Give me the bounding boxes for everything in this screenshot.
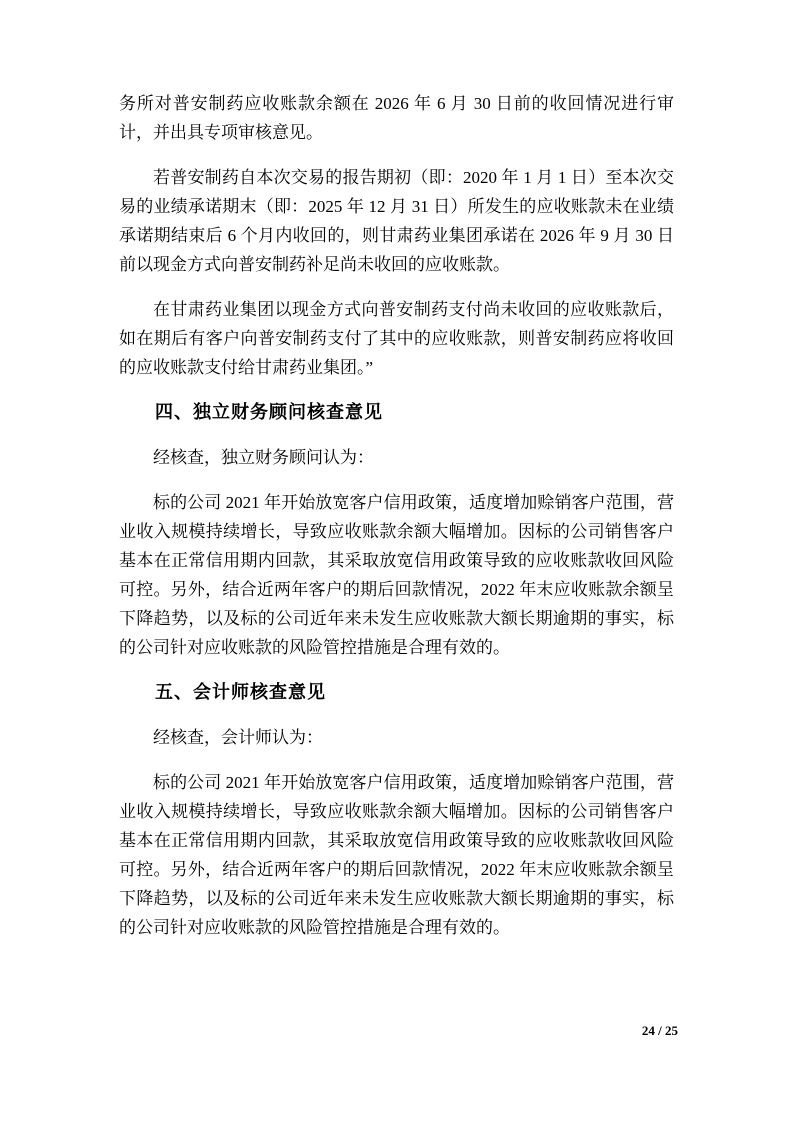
page-number: 24 / 25: [641, 1023, 678, 1038]
paragraph-continued-audit: 务所对普安制药应收账款余额在 2026 年 6 月 30 日前的收回情况进行审计，并出具专项审核意见。: [119, 94, 674, 142]
section-heading-accountant: 五、会计师核查意见: [155, 682, 326, 702]
paragraph-advisor-intro: 经核查，独立财务顾问认为：: [153, 448, 374, 467]
page-footer: [642, 1022, 678, 1040]
paragraph-advisor-opinion: 标的公司 2021 年开始放宽客户信用政策，适度增加赊销客户范围，营业收入规模持续增长，导致应收账款余额大幅增加。因标的公司销售客户基本在正常信用期内回款，其采取放宽信用政策导致的应收账款收回风险可控。另外，结合近两年客户的期后回款情况，2022 年末应收账款余额呈下降趋势，以及标的公司近年来未发生应收账款大额长期逾期的事实，标的公司针对应收账款的风险管控措施是合理有效的。: [119, 493, 674, 657]
section-heading-independent-advisor: 四、独立财务顾问核查意见: [155, 402, 383, 422]
document-content: [119, 89, 674, 958]
paragraph-repayment-to-group: 在甘肃药业集团以现金方式向普安制药支付尚未收回的应收账款后，如在期后有客户向普安制药支付了其中的应收账款，则普安制药应将收回的应收账款支付给甘肃药业集团。”: [119, 300, 674, 377]
paragraph-accountant-intro: 经核查，会计师认为：: [153, 728, 323, 747]
paragraph-accountant-opinion: 标的公司 2021 年开始放宽客户信用政策，适度增加赊销客户范围，营业收入规模持续增长，导致应收账款余额大幅增加。因标的公司销售客户基本在正常信用期内回款，其采取放宽信用政策导致的应收账款收回风险可控。另外，结合近两年客户的期后回款情况，2022 年末应收账款余额呈下降趋势，以及标的公司近年来未发生应收账款大额长期逾期的事实，标的公司针对应收账款的风险管控措施是合理有效的。: [119, 773, 674, 937]
paragraph-cash-commitment: 若普安制药自本次交易的报告期初（即：2020 年 1 月 1 日）至本次交易的业绩承诺期末（即：2025 年 12 月 31 日）所发生的应收账款未在业绩承诺期结束后 6 个月内收回的，则甘肃药业集团承诺在 2026 年 9 月 30 日前以现金方式向普安制药补足尚未收回的应收账款。: [119, 168, 674, 274]
